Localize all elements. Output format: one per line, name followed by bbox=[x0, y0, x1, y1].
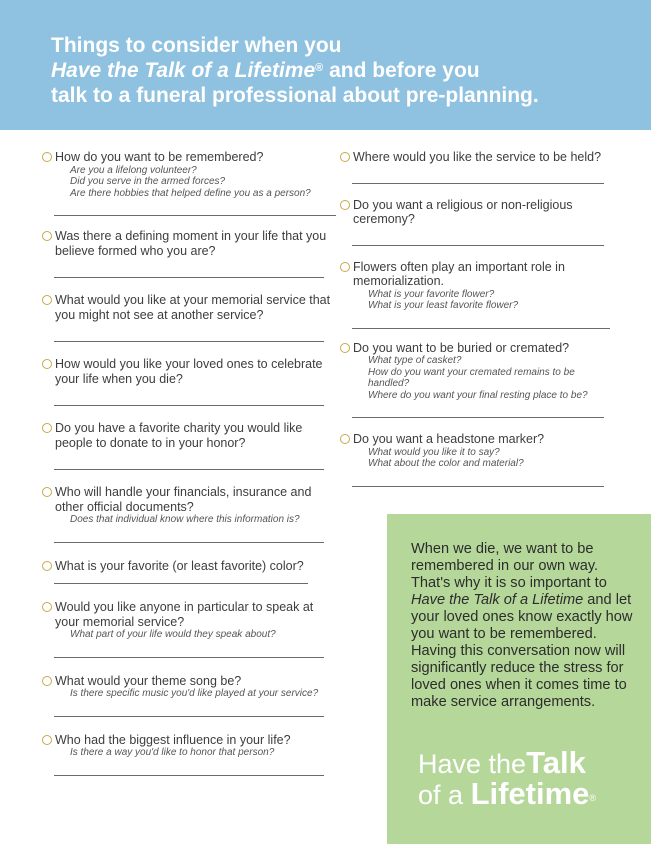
question-item bbox=[42, 229, 332, 278]
circle-bullet-icon bbox=[42, 561, 52, 571]
question-item bbox=[340, 341, 615, 419]
logo-lifetime: Lifetime bbox=[470, 776, 590, 811]
answer-line[interactable] bbox=[54, 405, 324, 406]
question-item bbox=[340, 150, 615, 184]
question-item bbox=[340, 260, 615, 329]
question-item bbox=[42, 150, 332, 216]
logo-line-1 bbox=[418, 745, 596, 780]
callout-paragraph-2: Having this conversation now will significantly reduce the stress for loved ones when it comes time to make service arrangements. bbox=[411, 643, 627, 710]
header-banner bbox=[0, 0, 651, 130]
talk-of-a-lifetime-callout bbox=[387, 514, 651, 844]
question-hint: Is there specific music you'd like played at your service? bbox=[70, 688, 319, 699]
question-item bbox=[42, 674, 332, 717]
question-text: Where would you like the service to be held? bbox=[353, 150, 602, 164]
question-text: What would your theme song be? bbox=[55, 673, 242, 688]
question-item bbox=[42, 600, 332, 658]
question-text: Flowers often play an important role in memorialization. bbox=[353, 259, 565, 288]
answer-line[interactable] bbox=[54, 469, 324, 470]
answer-line[interactable] bbox=[352, 486, 604, 487]
header-line-1: Things to consider when you bbox=[51, 34, 342, 57]
question-text: Who will handle your financials, insurance and other official documents? bbox=[55, 485, 312, 514]
answer-line[interactable] bbox=[54, 716, 324, 717]
question-item bbox=[42, 293, 332, 342]
logo-of-a: of a bbox=[418, 780, 464, 810]
question-item bbox=[340, 432, 615, 487]
question-hint: How do you want your cremated remains to be handled? bbox=[368, 366, 575, 389]
question-hint: Where do you want your final resting place to be? bbox=[368, 389, 588, 401]
callout-p1-start: When we die, we want to be remembered in our own way. That's why it is so important to bbox=[411, 541, 607, 591]
answer-line[interactable] bbox=[54, 775, 324, 776]
answer-line[interactable] bbox=[352, 328, 610, 329]
question-item bbox=[42, 559, 332, 585]
question-hint: What type of casket? bbox=[368, 355, 462, 366]
header-registered-mark: ® bbox=[315, 62, 324, 74]
circle-bullet-icon bbox=[42, 676, 52, 686]
answer-line[interactable] bbox=[352, 183, 604, 184]
header-line-3: talk to a funeral professional about pre-planning. bbox=[51, 84, 539, 107]
circle-bullet-icon bbox=[42, 152, 52, 162]
circle-bullet-icon bbox=[340, 200, 350, 210]
question-item bbox=[42, 485, 332, 543]
logo-have-the: Have the bbox=[418, 749, 527, 779]
question-text: What is your favorite (or least favorite) color? bbox=[55, 558, 304, 573]
circle-bullet-icon bbox=[340, 434, 350, 444]
circle-bullet-icon bbox=[42, 231, 52, 241]
circle-bullet-icon bbox=[340, 152, 350, 162]
question-text: Do you have a favorite charity you would like people to donate to in your honor? bbox=[55, 421, 303, 450]
circle-bullet-icon bbox=[340, 262, 350, 272]
logo-talk: Talk bbox=[526, 745, 586, 780]
question-hint: What about the color and material? bbox=[368, 458, 524, 469]
answer-line[interactable] bbox=[54, 341, 324, 342]
callout-p1-end: and let your loved ones know exactly how you want to be remembered. bbox=[411, 592, 633, 642]
header-line-2 bbox=[51, 58, 539, 83]
callout-paragraph-1 bbox=[411, 541, 636, 643]
answer-line[interactable] bbox=[352, 417, 604, 418]
logo-line-2 bbox=[418, 776, 597, 811]
callout-text bbox=[411, 541, 636, 711]
question-item bbox=[42, 421, 332, 470]
question-text: How would you like your loved ones to celebrate your life when you die? bbox=[55, 357, 323, 386]
question-hint: What would you like it to say? bbox=[368, 446, 500, 458]
question-text: Do you want a headstone marker? bbox=[353, 432, 545, 446]
question-hint: Are there hobbies that helped define you as a person? bbox=[70, 187, 311, 199]
question-hint: What is your least favorite flower? bbox=[368, 300, 519, 311]
question-hint: Is there a way you'd like to honor that person? bbox=[70, 747, 275, 758]
question-text: Do you want a religious or non-religious ceremony? bbox=[353, 197, 573, 226]
circle-bullet-icon bbox=[42, 487, 52, 497]
question-text: What would you like at your memorial service that you might not see at another service? bbox=[55, 293, 331, 322]
question-hint: What part of your life would they speak about? bbox=[70, 629, 276, 640]
question-item bbox=[42, 733, 332, 776]
header-line-2-rest: and before you bbox=[323, 59, 480, 82]
question-text: Was there a defining moment in your life that you believe formed who you are? bbox=[55, 229, 327, 258]
circle-bullet-icon bbox=[42, 423, 52, 433]
answer-line[interactable] bbox=[54, 215, 336, 216]
question-text: Who had the biggest influence in your life? bbox=[55, 732, 291, 747]
question-hint: What is your favorite flower? bbox=[368, 288, 495, 300]
question-text: How do you want to be remembered? bbox=[55, 150, 264, 164]
answer-line[interactable] bbox=[352, 245, 604, 246]
question-item bbox=[340, 198, 615, 246]
left-question-column bbox=[42, 150, 332, 776]
circle-bullet-icon bbox=[42, 359, 52, 369]
answer-line[interactable] bbox=[54, 277, 324, 278]
answer-line[interactable] bbox=[54, 583, 308, 584]
talk-of-a-lifetime-logo bbox=[418, 745, 597, 811]
question-text: Do you want to be buried or cremated? bbox=[353, 340, 570, 355]
answer-line[interactable] bbox=[54, 542, 324, 543]
circle-bullet-icon bbox=[42, 295, 52, 305]
circle-bullet-icon bbox=[340, 343, 350, 353]
header-line-2-italic: Have the Talk of a Lifetime bbox=[51, 59, 316, 82]
callout-p1-italic: Have the Talk of a Lifetime bbox=[411, 592, 584, 608]
right-question-column bbox=[340, 150, 615, 487]
header-title bbox=[51, 33, 539, 108]
question-item bbox=[42, 357, 332, 406]
question-text: Would you like anyone in particular to speak at your memorial service? bbox=[55, 600, 314, 629]
logo-registered-mark: ® bbox=[589, 793, 597, 803]
circle-bullet-icon bbox=[42, 602, 52, 612]
question-hint: Does that individual know where this information is? bbox=[70, 514, 300, 525]
answer-line[interactable] bbox=[54, 657, 324, 658]
question-hint: Are you a lifelong volunteer? bbox=[70, 164, 197, 176]
circle-bullet-icon bbox=[42, 735, 52, 745]
question-hint: Did you serve in the armed forces? bbox=[70, 176, 226, 187]
